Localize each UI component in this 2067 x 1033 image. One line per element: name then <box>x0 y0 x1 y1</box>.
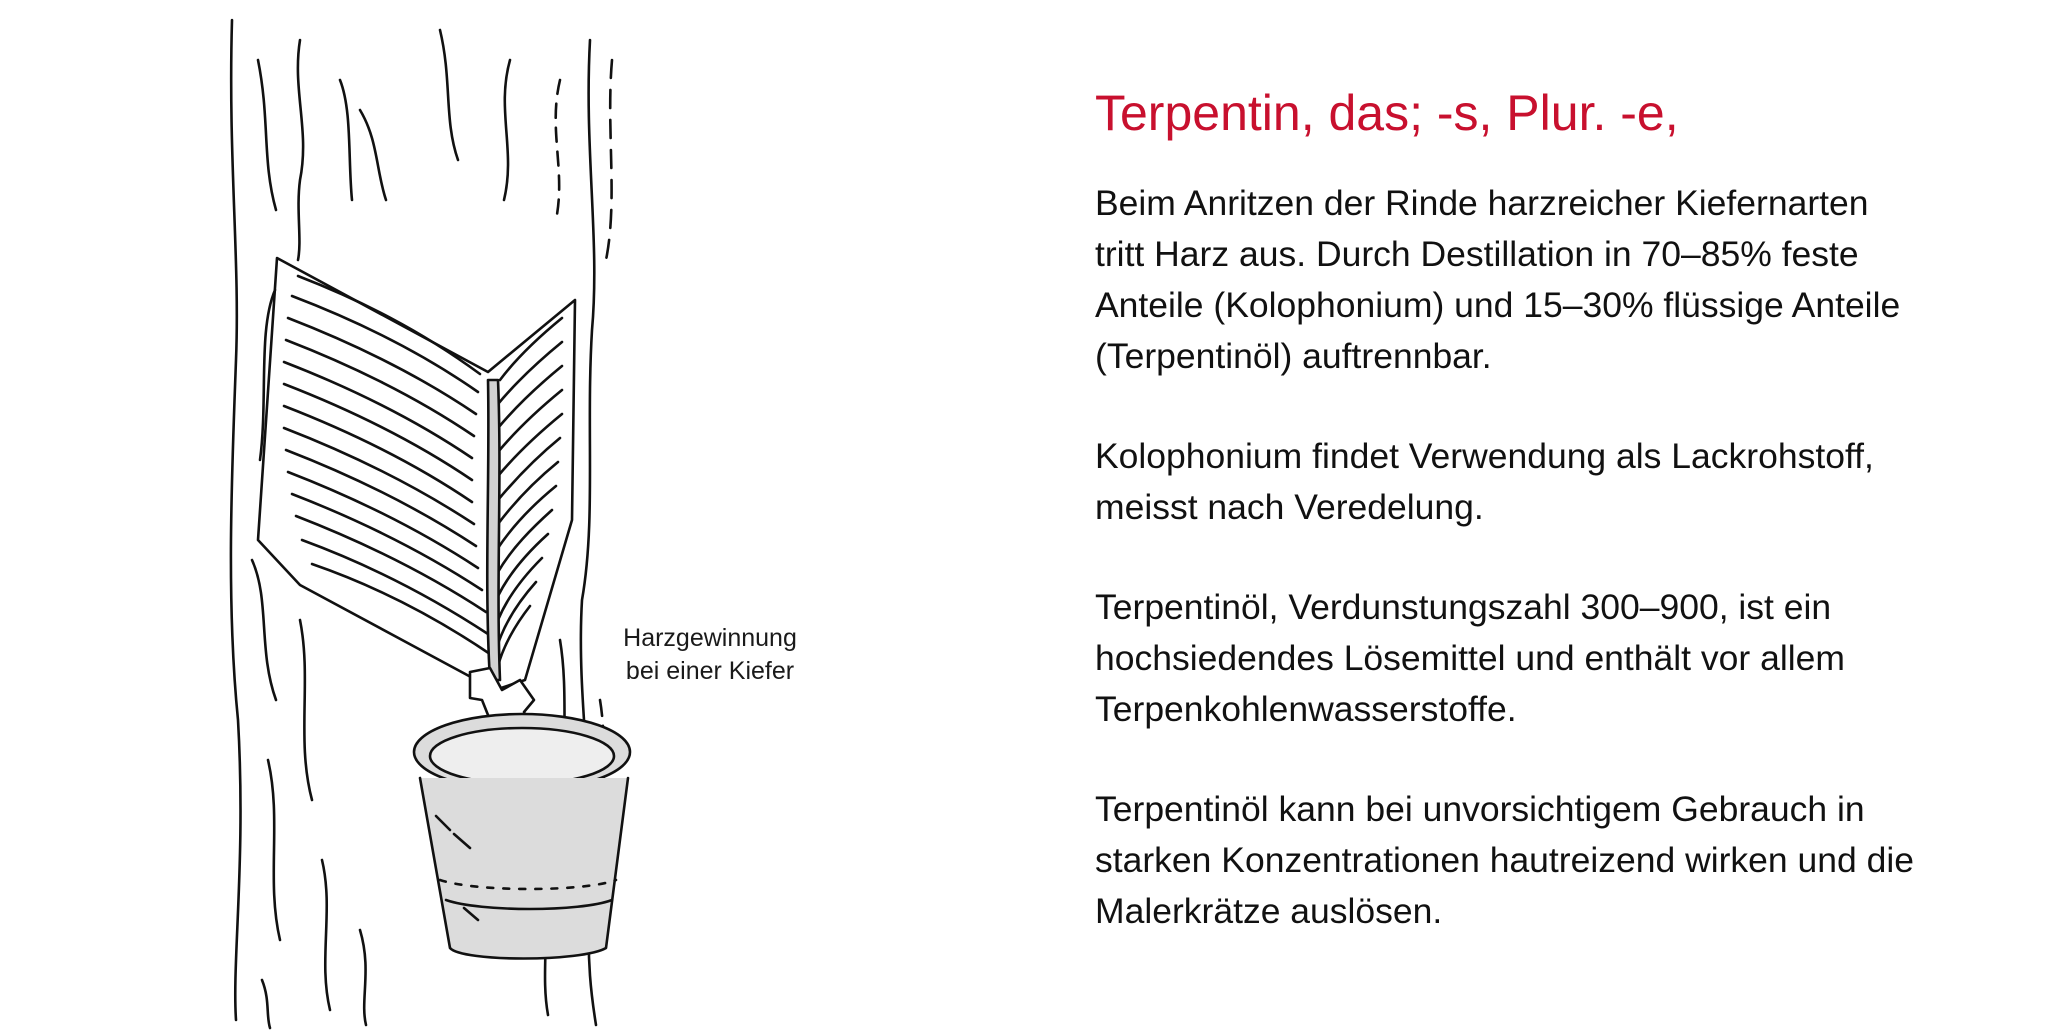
text-line: meisst nach Veredelung. <box>1095 487 1484 527</box>
paragraph-resin-extraction <box>1095 178 2055 382</box>
text-line: Beim Anritzen der Rinde harzreicher Kiefernarten <box>1095 183 1869 223</box>
text-line: Malerkrätze auslösen. <box>1095 891 1443 931</box>
paragraph-colophony <box>1095 431 2055 533</box>
text-line: Kolophonium findet Verwendung als Lackrohstoff, <box>1095 436 1874 476</box>
resin-cup-icon <box>414 714 630 959</box>
text-line: Terpenkohlenwasserstoffe. <box>1095 689 1517 729</box>
paragraph-turpentine-oil <box>1095 582 2055 735</box>
text-line: Anteile (Kolophonium) und 15–30% flüssige Anteile <box>1095 285 1901 325</box>
tree-illustration <box>180 0 740 1033</box>
resin-cut-icon <box>258 258 575 690</box>
entry-title: Terpentin, das; -s, Plur. -e, <box>1095 85 1679 141</box>
caption-line: Harzgewinnung <box>623 624 797 652</box>
text-line: tritt Harz aus. Durch Destillation in 70–85% feste <box>1095 234 1859 274</box>
dictionary-entry <box>1095 78 2055 937</box>
text-line: Terpentinöl, Verdunstungszahl 300–900, ist ein <box>1095 587 1832 627</box>
text-line: starken Konzentrationen hautreizend wirken und die <box>1095 840 1914 880</box>
text-line: Terpentinöl kann bei unvorsichtigem Gebrauch in <box>1095 789 1865 829</box>
text-line: hochsiedendes Lösemittel und enthält vor allem <box>1095 638 1845 678</box>
paragraph-safety-warning <box>1095 784 2055 937</box>
text-line: (Terpentinöl) auftrennbar. <box>1095 336 1492 376</box>
caption-line: bei einer Kiefer <box>625 657 795 685</box>
illustration-caption <box>585 622 835 688</box>
